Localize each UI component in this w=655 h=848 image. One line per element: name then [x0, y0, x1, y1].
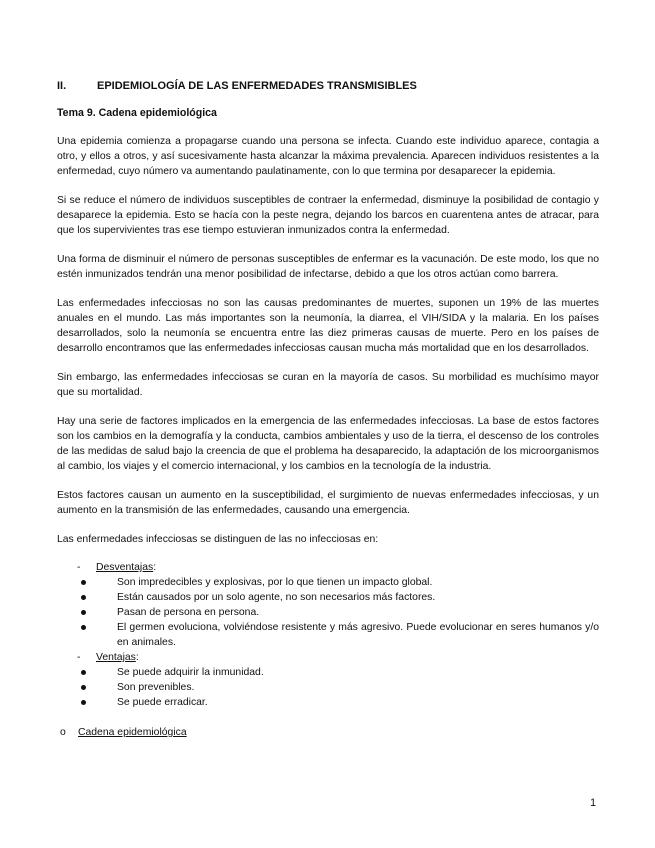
list-group-desventajas [57, 560, 599, 575]
paragraph-3: Una forma de disminuir el número de personas susceptibles de enfermar es la vacunación. De este modo, los que no estén inmunizados tendrán una menor posibilidad de infectarse, debido a que los otros actúan como barrera. [57, 254, 599, 280]
section-number: II. [57, 80, 67, 92]
paragraph-7: Estos factores causan un aumento en la susceptibilidad, el surgimiento de nuevas enfermedades infecciosas, y un aumento en la transmisión de las enfermedades, causando una emergencia. [57, 490, 599, 516]
section-heading [57, 79, 599, 94]
page-number: 1 [590, 797, 596, 809]
list-item: Se puede erradicar. [78, 695, 599, 710]
section-title: EPIDEMIOLOGÍA DE LAS ENFERMEDADES TRANSMISIBLES [97, 80, 417, 92]
paragraph-6: Hay una serie de factores implicados en la emergencia de las enfermedades infecciosas. La base de estos factores son los cambios en la demografía y la conducta, cambios ambientales y uso de la tierra, el descenso de los controles de las medidas de salud bajo la creencia de que el problema ha desaparecido, la adaptación de los microorganismos al cambio, los viajes y el comercio internacional, y los cambios en la tecnología de la industria. [57, 416, 599, 472]
paragraph-1: Una epidemia comienza a propagarse cuando una persona se infecta. Cuando este individuo aparece, contagia a otro, y ellos a otros, y así sucesivamente hasta alcanzar la máxima prevalencia. Aparecen individuos resistentes a la enfermedad, cuyo número va aumentando paulatinamente, con lo que termina por desaparecer la epidemia. [57, 136, 599, 177]
paragraph-2: Si se reduce el número de individuos susceptibles de contraer la enfermedad, disminuye la posibilidad de contagio y desaparece la epidemia. Esto se hacía con la peste negra, dejando los barcos en cuarentena antes de atracar, para que los supervivientes tras ese tiempo estuvieran inmunizados contra la enfermedad. [57, 195, 599, 236]
dash-marker: - [77, 562, 81, 573]
list-group-ventajas [57, 650, 599, 665]
group-title-ventajas: Ventajas [96, 652, 136, 663]
list-item: Pasan de persona en persona. [78, 605, 599, 620]
paragraph-5: Sin embargo, las enfermedades infecciosas se curan en la mayoría de casos. Su morbilidad es muchísimo mayor que su mortalidad. [57, 372, 599, 398]
bullet-list-desventajas [57, 575, 599, 650]
paragraph-8: Las enfermedades infecciosas se distinguen de las no infecciosas en: [57, 534, 379, 545]
page-content [57, 79, 599, 740]
group-title-colon: : [153, 562, 157, 573]
list-item: Se puede adquirir la inmunidad. [78, 665, 599, 680]
list-item: Están causados por un solo agente, no son necesarios más factores. [78, 590, 599, 605]
list-item: Son prevenibles. [78, 680, 599, 695]
dash-marker: - [77, 652, 81, 663]
list-group-desventajas-items [57, 575, 599, 650]
circle-list-item [60, 725, 599, 740]
list-item: Son impredecibles y explosivas, por lo que tienen un impacto global. [78, 575, 599, 590]
comparison-list [57, 560, 599, 710]
circle-item-label: Cadena epidemiológica [78, 727, 187, 738]
paragraph-4: Las enfermedades infecciosas no son las causas predominantes de muertes, suponen un 19% de las muertes anuales en el mundo. Las más importantes son la neumonía, la diarrea, el VIH/SIDA y la malaria. En los países desarrollados, solo la neumonía se encuentra entre las diez primeras causas de muerte. Pero en los países de desarrollo encontramos que las enfermedades infecciosas causan mucha más mortalidad que en los desarrollados. [57, 298, 599, 354]
list-group-ventajas-items [57, 665, 599, 710]
bullet-list-ventajas [57, 665, 599, 710]
group-title-desventajas: Desventajas [96, 562, 154, 573]
group-title-colon: : [135, 652, 139, 663]
list-item: El germen evoluciona, volviéndose resistente y más agresivo. Puede evolucionar en seres humanos y/o en animales. [78, 620, 599, 650]
circle-bullet-icon: o [60, 727, 66, 738]
tema-heading: Tema 9. Cadena epidemiológica [57, 107, 217, 119]
